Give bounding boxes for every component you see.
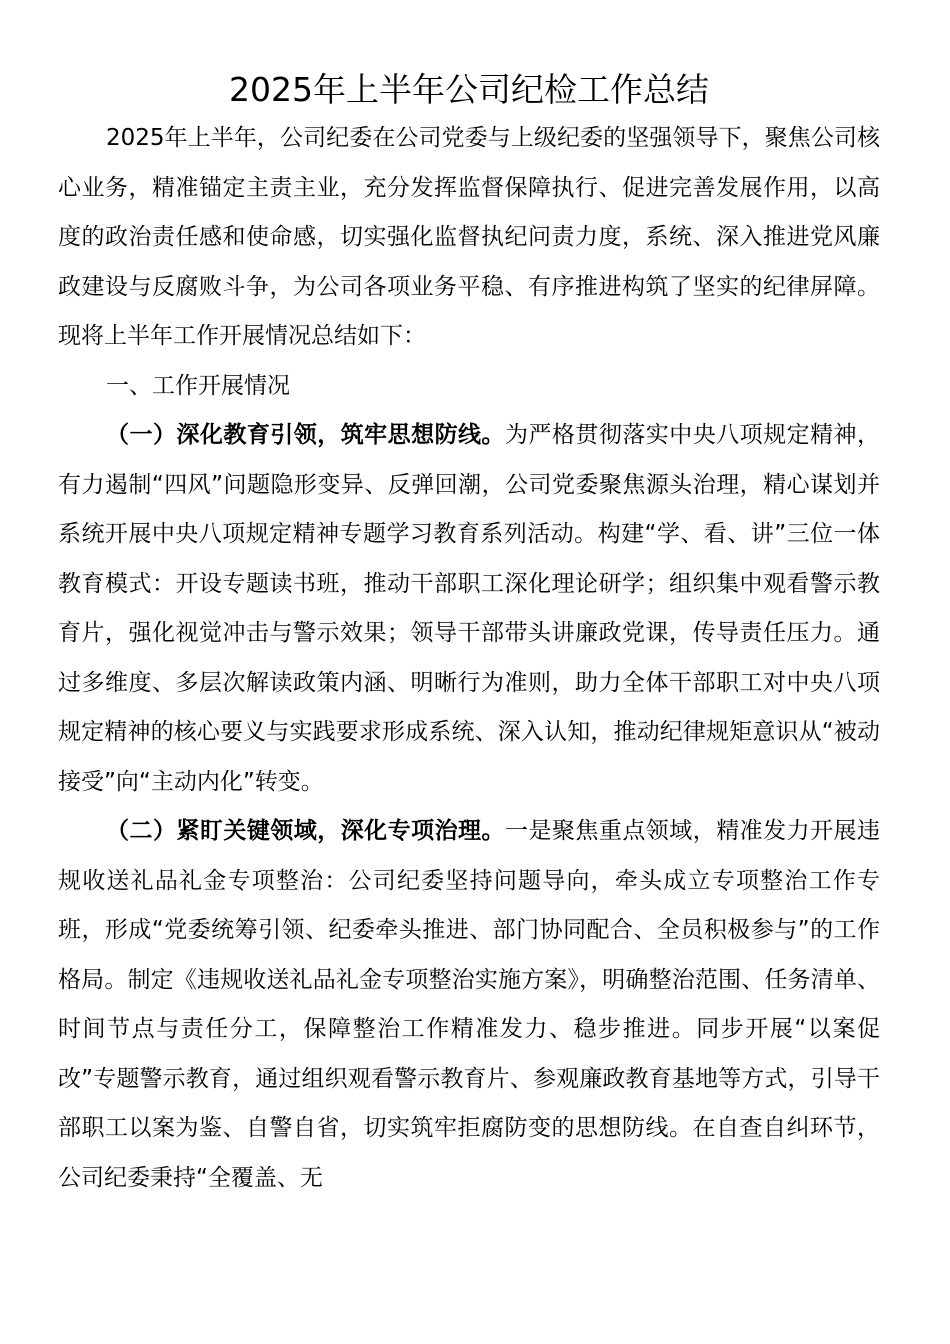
subsection-2-body: 一是聚焦重点领域，精准发力开展违规收送礼品礼金专项整治：公司纪委坚持问题导向，牵头成立专项整治工作专班，形成“党委统筹引领、纪委牵头推进、部门协同配合、全员积极参与”的工作格局。制定《违规收送礼品礼金专项整治实施方案》，明确整治范围、任务清单、时间节点与责任分工，保障整治工作精准发力、稳步推进。同步开展“以案促改”专题警示教育，通过组织观看警示教育片、参观廉政教育基地等方式，引导干部职工以案为鉴、自警自省，切实筑牢拒腐防变的思想防线。在自查自纠环节，公司纪委秉持“全覆盖、无 (58, 818, 880, 1191)
subsection-2-paragraph (58, 807, 880, 1203)
subsection-1-body: 为严格贯彻落实中央八项规定精神，有力遏制“四风”问题隐形变异、反弹回潮，公司党委聚焦源头治理，精心谋划并系统开展中央八项规定精神专题学习教育系列活动。构建“学、看、讲”三位一体教育模式：开设专题读书班，推动干部职工深化理论研学；组织集中观看警示教育片，强化视觉冲击与警示效果；领导干部带头讲廉政党课，传导责任压力。通过多维度、多层次解读政策内涵、明晰行为准则，助力全体干部职工对中央八项规定精神的核心要义与实践要求形成系统、深入认知，推动纪律规矩意识从“被动接受”向“主动内化”转变。 (58, 422, 880, 795)
document-title: 2025年上半年公司纪检工作总结 (229, 70, 709, 109)
intro-paragraph: 2025年上半年，公司纪委在公司党委与上级纪委的坚强领导下，聚焦公司核心业务，精准锚定主责主业，充分发挥监督保障执行、促进完善发展作用，以高度的政治责任感和使命感，切实强化监督执纪问责力度，系统、深入推进党风廉政建设与反腐败斗争，为公司各项业务平稳、有序推进构筑了坚实的纪律屏障。现将上半年工作开展情况总结如下： (58, 125, 880, 349)
subsection-1-lead: （一）深化教育引领，筑牢思想防线。 (106, 422, 505, 448)
section-heading: 一、工作开展情况 (106, 372, 290, 399)
subsection-1-paragraph (58, 411, 880, 807)
subsection-2-lead: （二）紧盯关键领域，深化专项治理。 (106, 818, 505, 844)
document-page (58, 66, 880, 1203)
